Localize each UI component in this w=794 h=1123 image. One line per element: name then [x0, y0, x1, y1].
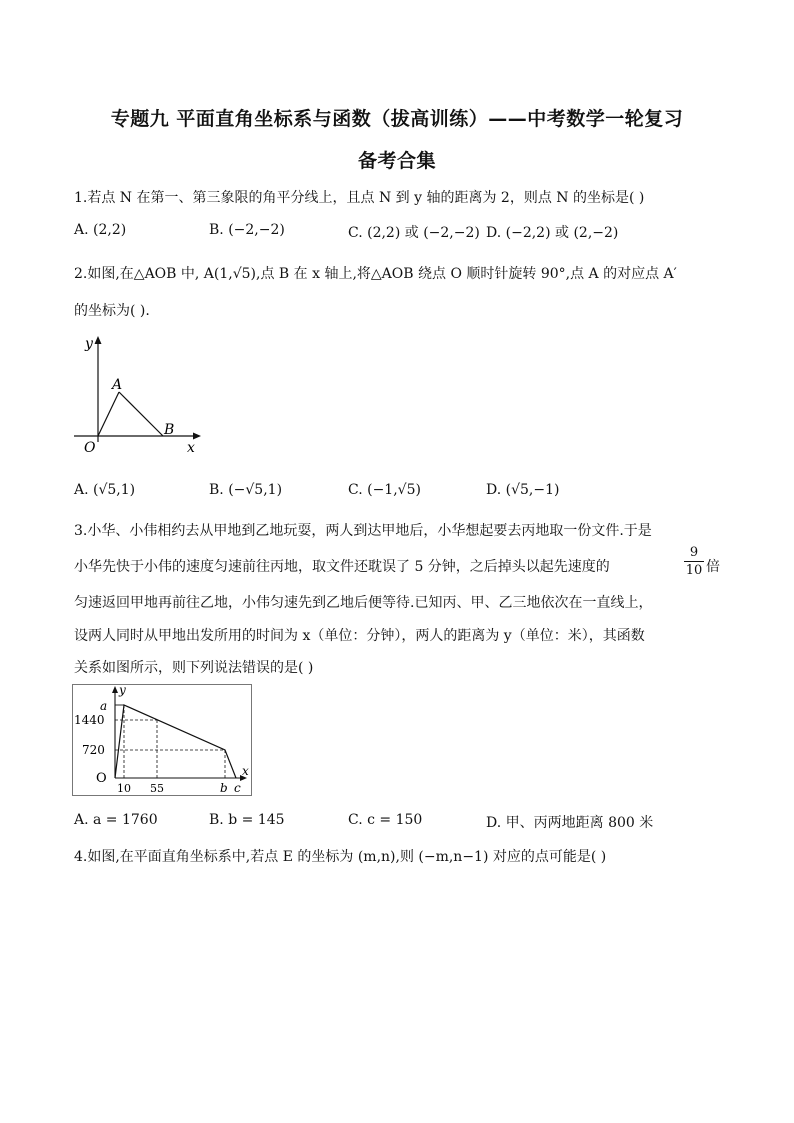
q1-option-c: C. (2,2) 或 (−2,−2): [348, 225, 480, 241]
q1-stem: 1.若点 N 在第一、第三象限的角平分线上，且点 N 到 y 轴的距离为 2，则点 N 的坐标是( ): [74, 190, 645, 206]
worksheet-title-line1: 专题九 平面直角坐标系与函数（拔高训练）——中考数学一轮复习: [110, 108, 684, 130]
q3-stem-line1: 3.小华、小伟相约去从甲地到乙地玩耍，两人到达甲地后，小华想起要去丙地取一份文件.于是: [74, 523, 652, 539]
q2-origin-label: O: [84, 440, 96, 456]
q3-stem-line2: 小华先快于小伟的速度匀速前往丙地，取文件还耽误了 5 分钟，之后掉头以起先速度的: [74, 559, 610, 575]
q3-option-a: A. a = 1760: [74, 812, 158, 828]
q3-option-b: B. b = 145: [209, 812, 285, 828]
q2-y-arrow: [95, 336, 102, 344]
q3-distance-graph: [72, 684, 252, 796]
q2-triangle-figure: [68, 332, 208, 456]
q1-option-a: A. (2,2): [74, 222, 127, 238]
q3-option-d: D. 甲、丙两地距离 800 米: [486, 815, 654, 831]
q3-stem-line4: 设两人同时从甲地出发所用的时间为 x（单位：分钟），两人的距离为 y（单位：米），其函数: [74, 628, 645, 644]
q2-option-b: B. (−√5,1): [209, 482, 283, 498]
q3-ytick-a: a: [100, 699, 108, 713]
q2-side-oa: [98, 392, 119, 436]
q2-stem-line1: 2.如图,在△AOB 中, A(1,√5),点 B 在 x 轴上,将△AOB 绕点 O 顺时针旋转 90°,点 A 的对应点 A′: [74, 266, 677, 282]
q2-option-d: D. (√5,−1): [486, 482, 560, 498]
q3-xtick-10: 10: [117, 782, 131, 795]
q2-stem-line2: 的坐标为( ).: [74, 303, 150, 319]
q2-side-ab: [119, 392, 163, 436]
q2-y-label: y: [85, 336, 93, 352]
q3-fraction: [684, 545, 704, 578]
q3-stem-line5: 关系如图所示，则下列说法错误的是( ): [74, 660, 314, 676]
q3-option-c: C. c = 150: [348, 812, 423, 828]
q3-stem-line2-tail: 倍: [706, 559, 720, 575]
q1-option-d: D. (−2,2) 或 (2,−2): [486, 225, 619, 241]
q3-ytick-720: 720: [82, 743, 105, 757]
q3-xtick-55: 55: [150, 782, 164, 795]
q3-xtick-b: b: [220, 781, 228, 795]
q3-fraction-bar: [684, 561, 704, 562]
q3-fraction-numerator: 9: [689, 545, 699, 560]
q1-option-b: B. (−2,−2): [209, 222, 285, 238]
q3-origin-label: O: [96, 771, 107, 786]
q2-x-arrow: [193, 433, 201, 440]
q4-stem: 4.如图,在平面直角坐标系中,若点 E 的坐标为 (m,n),则 (−m,n−1) 对应的点可能是( ): [74, 849, 607, 865]
q2-option-c: C. (−1,√5): [348, 482, 421, 498]
q3-fraction-denominator: 10: [685, 563, 703, 578]
q3-y-label: y: [119, 684, 126, 697]
q2-option-a: A. (√5,1): [74, 482, 136, 498]
worksheet-title-line2: 备考合集: [357, 150, 436, 172]
q3-distance-line: [115, 705, 236, 778]
q2-x-label: x: [187, 440, 195, 456]
q3-stem-line3: 匀速返回甲地再前往乙地，小伟匀速先到乙地后便等待.已知丙、甲、乙三地依次在一直线上，: [74, 595, 653, 611]
q2-point-b-label: B: [164, 422, 175, 438]
q3-y-arrow: [112, 686, 118, 693]
q3-x-label: x: [242, 764, 249, 778]
q3-ytick-1440: 1440: [74, 713, 105, 727]
q3-xtick-c: c: [234, 781, 241, 795]
q2-point-a-label: A: [112, 377, 123, 393]
